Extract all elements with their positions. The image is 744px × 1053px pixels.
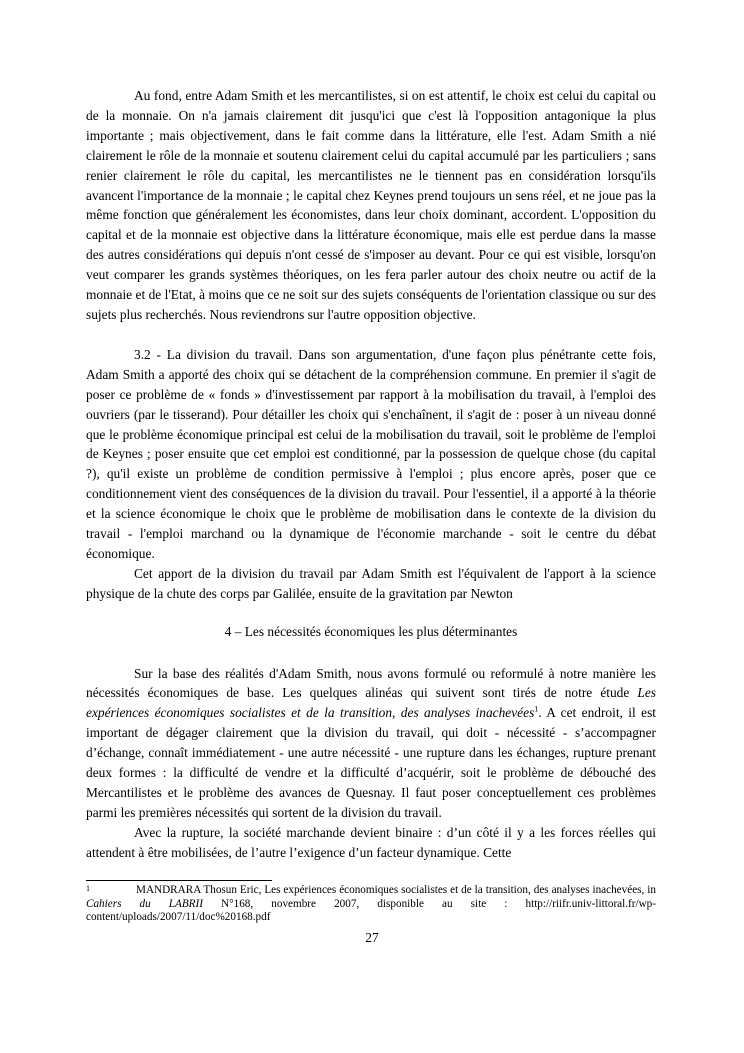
paragraph-necessites-text-2: . A cet endroit, il est important de dégager clairement que la division du travail, qui doit - nécessité - s’accompagner d’échange, connaît immédiatement - une autre nécessité - une rupture dans les échanges, rupture prenant deux formes : la difficulté de vendre et la difficulté d’acquérir, soit le problème de débouché des Mercantilistes et le problème des avances de Quesnay. Il faut poser conceptuellement ces problèmes parmi les premières nécessités qui sortent de la division du travail.	[86, 705, 657, 820]
footnote-journal-title: Cahiers du LABRII	[86, 897, 203, 910]
paragraph-necessites-text-1: Sur la base des réalités d'Adam Smith, nous avons formulé ou reformulé à notre manière les nécessités économiques de base. Les quelques alinéas qui suivent sont tirés de notre étude	[86, 665, 656, 701]
footnote-separator	[86, 880, 272, 881]
paragraph-gap	[86, 325, 656, 345]
paragraph-galilee-newton: Cet apport de la division du travail par Adam Smith est l'équivalent de l'apport à la science physique de la chute des corps par Galilée, ensuite de la gravitation par Newton	[86, 565, 656, 601]
paragraph-capital-monnaie: Au fond, entre Adam Smith et les mercantilistes, si on est attentif, le choix est celui du capital ou de la monnaie. On n'a jamais clairement dit jusqu'ici que c'est là l'opposition antagonique la plus importante ; mais objectivement, dans le fait comme dans la littérature, elle l'est. Adam Smith a nié clairement le rôle de la monnaie et soutenu clairement celui du capital accumulé par les particuliers ; sans renier clairement le rôle du capital, les mercantilistes ne le tiennent pas en considération lorsqu'ils avancent l'importance de la monnaie ; le capital chez Keynes prend toujours un sens réel, et ne joue pas la même fonction que généralement les économistes, dans leur choix dominant, accordent. L'opposition du capital et de la monnaie est objective dans la littérature économique, mais elle est perdue dans la masse des autres considérations qui depuis n'ont cessé de s'imposer au devant. Pour ce qui est visible, lorsqu'on veut comparer les grands systèmes théoriques, on les fera parler autour des choix neutre ou actif de la monnaie et de l'Etat, à moins que ce ne soit sur des sujets conséquents de l'orientation classique ou sur des sujets plus recherchés. Nous reviendrons sur l'autre opposition objective.	[86, 88, 656, 322]
section-heading: 4 – Les nécessités économiques les plus déterminantes	[224, 623, 518, 639]
footnote-mark: 1	[86, 884, 90, 893]
paragraph-division-travail: 3.2 - La division du travail. Dans son argumentation, d'une façon plus pénétrante cette fois, Adam Smith a apporté des choix qui se détachent de la compréhension commune. En premier il s'agit de poser ce problème de « fonds » d'investissement par rapport à la mobilisation du travail, à l'emploi des ouvriers (par le tisserand). Pour détailler les choix qui s'enchaînent, il s'agit de : poser à un niveau donné que le problème économique principal est celui de la mobilisation du travail, soit le problème de l'emploi de Keynes ; poser ensuite que cet emploi est conditionné, par la possession de quelque chose (du capital ?), qu'il existe un problème de condition permissive à l'emploi ; plus encore après, poser que ce conditionnement vient des conséquences de la division du travail. Pour l'essentiel, il a apporté à la théorie et la science économique le choix que le problème de mobilisation dans le contexte de la division du travail - l'emploi marchand ou la dynamique de l'économie marchande - soit le centre du débat économique.	[86, 346, 656, 561]
footnote-text-2: N°168, novembre 2007, disponible au site : http://riifr.univ-littoral.fr/wp-content/uploads/2007/11/doc%20168.pdf	[86, 897, 656, 923]
footnote-reference[interactable]: 1	[534, 704, 539, 714]
footnote-text-1: MANDRARA Thosun Eric, Les expériences économiques socialistes et de la transition, des analyses inachevées, in	[136, 884, 656, 896]
paragraph-rupture: Avec la rupture, la société marchande devient binaire : d’un côté il y a les forces réelles qui attendent à être mobilisées, de l’autre l’exigence d’un facteur dynamique. Cette	[86, 824, 656, 860]
footnote	[86, 884, 656, 925]
page-number: 27	[365, 930, 379, 945]
paragraph-necessites	[86, 664, 656, 823]
body-text	[86, 86, 656, 863]
study-title: Les expériences économiques socialistes et de la transition, des analyses inachevées	[86, 685, 656, 721]
